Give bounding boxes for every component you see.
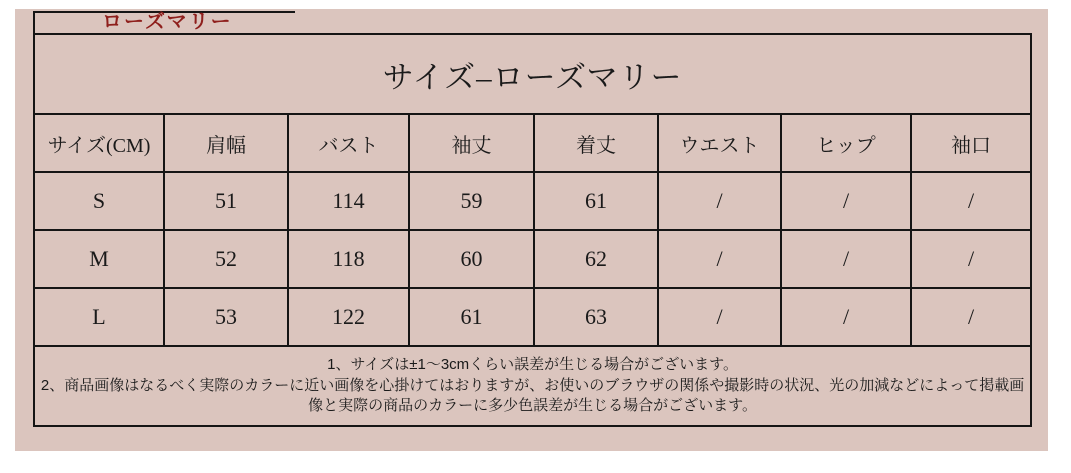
column-header-size: サイズ(CM): [34, 114, 164, 172]
cell-value: 122: [288, 288, 409, 346]
cell-value: /: [781, 172, 911, 230]
cell-value: /: [658, 288, 781, 346]
column-header-hip: ヒップ: [781, 114, 911, 172]
brand-label: ローズマリー: [102, 11, 233, 33]
size-chart-title: サイズ–ローズマリー: [34, 34, 1031, 114]
cell-value: 52: [164, 230, 288, 288]
column-header-sleeve-length: 袖丈: [409, 114, 534, 172]
notes-row: [34, 346, 1031, 426]
note-line-1: 1、サイズは±1～3cmくらい誤差が生じる場合がございます。: [327, 355, 738, 373]
cell-value: 53: [164, 288, 288, 346]
cell-value: 61: [534, 172, 658, 230]
column-header-body-length: 着丈: [534, 114, 658, 172]
cell-value: 114: [288, 172, 409, 230]
table-row-size-s: [34, 172, 1031, 230]
column-header-row: [34, 114, 1031, 172]
cell-size-label: S: [34, 172, 164, 230]
column-header-waist: ウエスト: [658, 114, 781, 172]
size-notes: [34, 346, 1031, 426]
cell-value: 61: [409, 288, 534, 346]
cell-value: /: [781, 288, 911, 346]
cell-value: /: [911, 288, 1031, 346]
cell-size-label: M: [34, 230, 164, 288]
cell-value: /: [658, 172, 781, 230]
size-chart-table: [33, 33, 1032, 427]
cell-value: 51: [164, 172, 288, 230]
cell-value: /: [911, 172, 1031, 230]
table-row-size-l: [34, 288, 1031, 346]
note-line-2: 2、商品画像はなるべく実際のカラーに近い画像を心掛けてはおりますが、お使いのブラウザの関係や撮影時の状況、光の加減などによって掲載画像と実際の商品のカラーに多少色誤差が生じる場合がございます。: [40, 376, 1025, 415]
table-row-size-m: [34, 230, 1031, 288]
column-header-bust: バスト: [288, 114, 409, 172]
cell-value: 59: [409, 172, 534, 230]
cell-value: /: [658, 230, 781, 288]
cell-value: 62: [534, 230, 658, 288]
cell-value: /: [781, 230, 911, 288]
cropped-table-border-stub: [33, 11, 35, 35]
cell-value: 118: [288, 230, 409, 288]
size-chart-panel: [15, 9, 1048, 451]
cell-size-label: L: [34, 288, 164, 346]
cell-value: /: [911, 230, 1031, 288]
cell-value: 63: [534, 288, 658, 346]
title-row: [34, 34, 1031, 114]
column-header-shoulder: 肩幅: [164, 114, 288, 172]
column-header-cuff: 袖口: [911, 114, 1031, 172]
cell-value: 60: [409, 230, 534, 288]
